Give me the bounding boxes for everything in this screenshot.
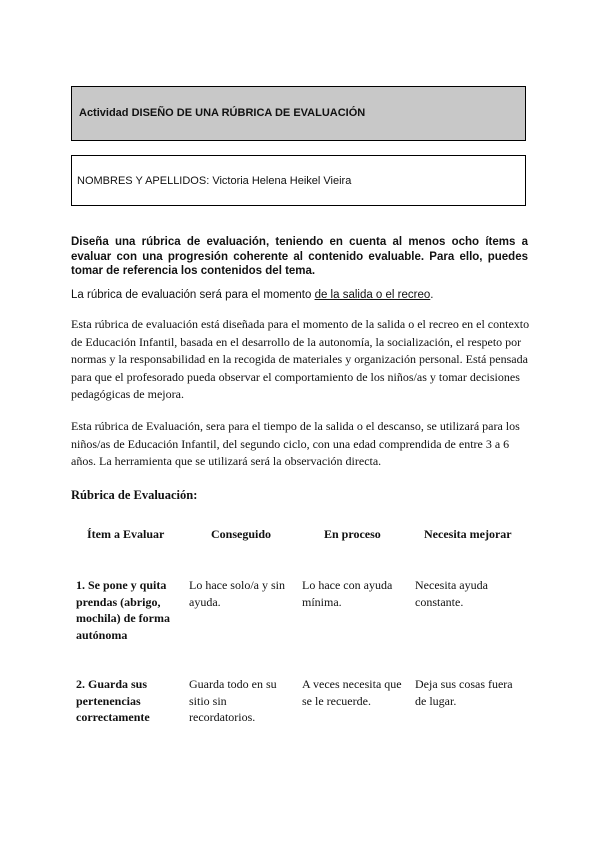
row1-item: 1. Se pone y quita prendas (abrigo, mochila) de forma autónoma [76, 578, 170, 642]
moment-underlined: de la salida o el recreo [314, 289, 431, 301]
rubric-title: Rúbrica de Evaluación: [71, 488, 198, 502]
paragraph-description: Esta rúbrica de evaluación está diseñada para el momento de la salida o el recreo en el contexto de Educación Infantil, basada en el desarrollo de la autonomía, la socialización, el respeto por normas y la responsabilidad en la recogida de materiales y organización personal. Está pensada para que el profesorado pueda observar el comportamiento de los niños/as y tomar decisiones pedagógicas de mejora. [71, 317, 530, 401]
moment-suffix: . [430, 289, 434, 301]
student-name: NOMBRES Y APELLIDOS: Victoria Helena Heikel Vieira [77, 175, 352, 187]
row1-achieved: Lo hace solo/a y sin ayuda. [189, 578, 285, 609]
row2-needs-improvement: Deja sus cosas fuera de lugar. [415, 677, 513, 708]
student-name-box [71, 155, 526, 206]
row2-achieved: Guarda todo en su sitio sin recordatorios. [189, 677, 277, 724]
header-needs-improvement: Necesita mejorar [424, 527, 512, 541]
row2-item: 2. Guarda sus pertenencias correctamente [76, 677, 150, 724]
activity-title: Actividad DISEÑO DE UNA RÚBRICA DE EVALUACIÓN [79, 107, 366, 119]
instructions: Diseña una rúbrica de evaluación, teniendo en cuenta al menos ocho ítems a evaluar con una progresión coherente al contenido evaluable. Para ello, puedes tomar de referencia los contenidos del tema. [71, 236, 528, 277]
row2-in-progress: A veces necesita que se le recuerde. [302, 677, 402, 708]
row1-in-progress: Lo hace con ayuda mínima. [302, 578, 393, 609]
header-item: Ítem a Evaluar [87, 527, 165, 541]
moment-prefix: La rúbrica de evaluación será para el momento [71, 289, 315, 301]
activity-title-box [71, 86, 526, 141]
header-in-progress: En proceso [324, 527, 381, 541]
paragraph-context: Esta rúbrica de Evaluación, sera para el tiempo de la salida o el descanso, se utilizará para los niños/as de Educación Infantil, del segundo ciclo, con una edad comprendida de entre 3 a 6 años. La herramienta que se utilizará será la observación directa. [71, 419, 520, 468]
moment-sentence [71, 289, 433, 301]
header-achieved: Conseguido [211, 527, 272, 541]
row1-needs-improvement: Necesita ayuda constante. [415, 578, 488, 609]
